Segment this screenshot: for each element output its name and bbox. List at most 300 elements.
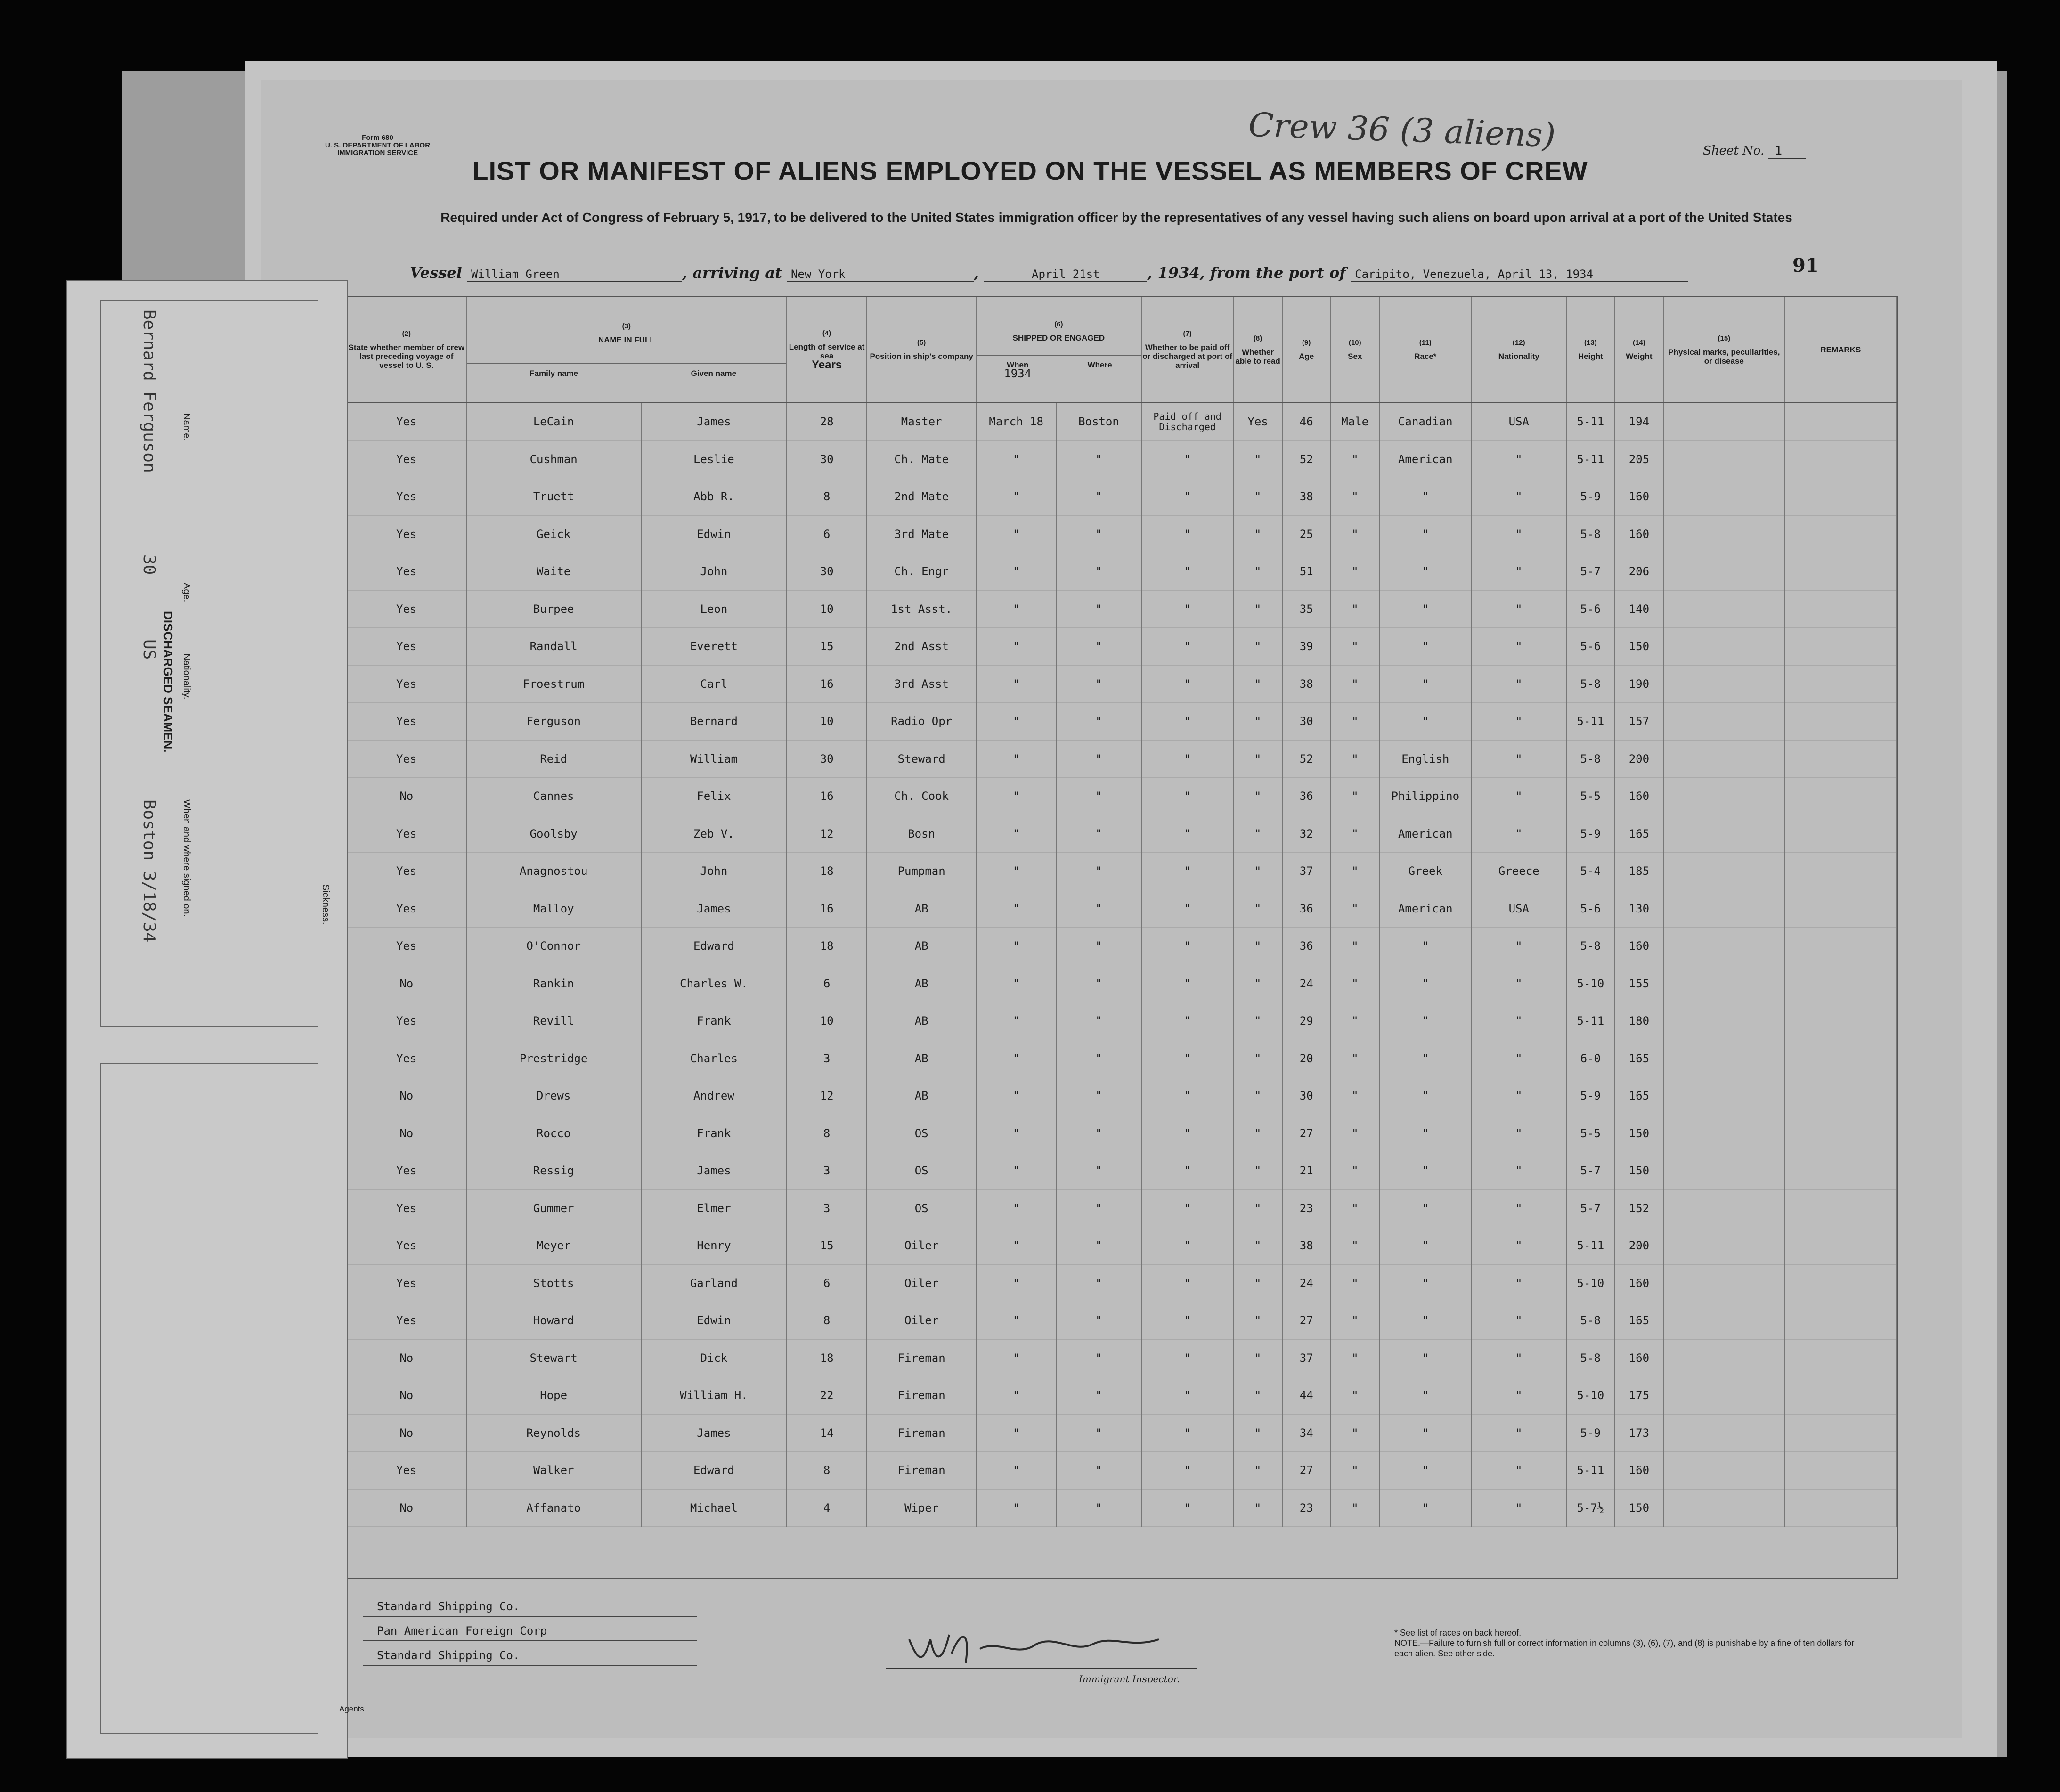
cell-race: "	[1379, 1040, 1472, 1077]
cell-given: Edwin	[641, 515, 787, 553]
cell-years: 30	[787, 740, 867, 778]
cell-age: 32	[1282, 815, 1331, 853]
cell-race: "	[1379, 1339, 1472, 1377]
cell-years: 8	[787, 478, 867, 516]
cell-where: "	[1056, 440, 1141, 478]
cell-height: 5-8	[1566, 928, 1615, 965]
cell-nat: "	[1472, 815, 1566, 853]
cell-given: Michael	[641, 1489, 787, 1527]
cell-position: Fireman	[867, 1452, 976, 1490]
cell-remarks	[1785, 1002, 1897, 1040]
cell-weight: 157	[1615, 703, 1663, 741]
cell-position: Fireman	[867, 1339, 976, 1377]
cell-height: 6-0	[1566, 1040, 1615, 1077]
cell-nat: "	[1472, 1414, 1566, 1452]
cell-family: O'Connor	[466, 928, 641, 965]
cell-remarks	[1785, 928, 1897, 965]
cell-family: Stewart	[466, 1339, 641, 1377]
cell-read: "	[1234, 1414, 1282, 1452]
cell-when: "	[976, 853, 1056, 890]
cell-paid: "	[1141, 1189, 1234, 1227]
cell-read: "	[1234, 815, 1282, 853]
table-row	[347, 403, 1897, 440]
col-weight: (14) Weight	[1615, 297, 1663, 403]
cell-race: "	[1379, 515, 1472, 553]
cell-age: 38	[1282, 478, 1331, 516]
cell-sex: "	[1331, 740, 1379, 778]
cell-when: "	[976, 1302, 1056, 1340]
cell-weight: 165	[1615, 815, 1663, 853]
cell-position: Oiler	[867, 1227, 976, 1265]
cell-sex: "	[1331, 1115, 1379, 1152]
cell-given: Frank	[641, 1115, 787, 1152]
cell-height: 5-7	[1566, 553, 1615, 591]
cell-weight: 160	[1615, 1452, 1663, 1490]
cell-when: "	[976, 1339, 1056, 1377]
cell-race: "	[1379, 928, 1472, 965]
cell-remarks	[1785, 1040, 1897, 1077]
cell-marks	[1663, 1002, 1785, 1040]
cell-paid: "	[1141, 1377, 1234, 1415]
cell-remarks	[1785, 778, 1897, 815]
cell-paid: "	[1141, 1115, 1234, 1152]
cell-weight: 140	[1615, 590, 1663, 628]
cell-prev: Yes	[347, 815, 466, 853]
cell-race: "	[1379, 1115, 1472, 1152]
cell-position: Master	[867, 403, 976, 440]
col-name: (3) NAME IN FULL Family name Given name	[466, 297, 787, 403]
cell-height: 5-6	[1566, 890, 1615, 928]
cell-years: 15	[787, 628, 867, 666]
cell-remarks	[1785, 1339, 1897, 1377]
cell-weight: 194	[1615, 403, 1663, 440]
cell-family: LeCain	[466, 403, 641, 440]
cell-height: 5-11	[1566, 403, 1615, 440]
cell-years: 10	[787, 1002, 867, 1040]
cell-position: AB	[867, 1077, 976, 1115]
cell-position: Wiper	[867, 1489, 976, 1527]
cell-family: Revill	[466, 1002, 641, 1040]
cell-read: "	[1234, 1002, 1282, 1040]
cell-age: 27	[1282, 1115, 1331, 1152]
cell-race: English	[1379, 740, 1472, 778]
cell-years: 16	[787, 665, 867, 703]
flap-entry-age: 30	[139, 554, 159, 575]
cell-read: "	[1234, 1189, 1282, 1227]
discharged-seamen-flap	[66, 280, 348, 1759]
cell-prev: Yes	[347, 628, 466, 666]
cell-remarks	[1785, 590, 1897, 628]
cell-where: "	[1056, 1489, 1141, 1527]
crew-table	[347, 297, 1897, 1527]
cell-prev: Yes	[347, 1264, 466, 1302]
table-row	[347, 1377, 1897, 1415]
cell-where: "	[1056, 1040, 1141, 1077]
table-row	[347, 628, 1897, 666]
cell-where: "	[1056, 515, 1141, 553]
cell-when: "	[976, 815, 1056, 853]
cell-position: Fireman	[867, 1414, 976, 1452]
cell-years: 6	[787, 965, 867, 1002]
cell-marks	[1663, 590, 1785, 628]
cell-remarks	[1785, 1077, 1897, 1115]
col-family-name: Family name	[529, 368, 578, 378]
cell-given: Edward	[641, 928, 787, 965]
cell-marks	[1663, 553, 1785, 591]
cell-sex: "	[1331, 1302, 1379, 1340]
cell-years: 6	[787, 1264, 867, 1302]
cell-nat: "	[1472, 478, 1566, 516]
cell-age: 36	[1282, 778, 1331, 815]
cell-when: "	[976, 778, 1056, 815]
cell-sex: "	[1331, 1264, 1379, 1302]
cell-marks	[1663, 1489, 1785, 1527]
cell-read: "	[1234, 515, 1282, 553]
cell-given: Edwin	[641, 1302, 787, 1340]
cell-marks	[1663, 1377, 1785, 1415]
cell-remarks	[1785, 628, 1897, 666]
cell-prev: Yes	[347, 740, 466, 778]
cell-read: "	[1234, 740, 1282, 778]
agent-line-1: Standard Shipping Co.	[363, 1597, 697, 1617]
footnote-note: NOTE.—Failure to furnish full or correct information in columns (3), (6), (7), and (8) is punishable by a fine of ten dollars for each alien. See other side.	[1394, 1638, 1855, 1658]
table-row	[347, 1489, 1897, 1527]
cell-given: Charles	[641, 1040, 787, 1077]
cell-given: William H.	[641, 1377, 787, 1415]
cell-remarks	[1785, 478, 1897, 516]
col-read: (8) Whether able to read	[1234, 297, 1282, 403]
from-label: from the port of	[1210, 264, 1346, 282]
cell-race: "	[1379, 1002, 1472, 1040]
cell-age: 23	[1282, 1189, 1331, 1227]
cell-marks	[1663, 853, 1785, 890]
cell-position: 2nd Mate	[867, 478, 976, 516]
cell-height: 5-6	[1566, 628, 1615, 666]
cell-weight: 160	[1615, 515, 1663, 553]
cell-race: "	[1379, 1302, 1472, 1340]
cell-marks	[1663, 1227, 1785, 1265]
crew-rows	[347, 403, 1897, 1527]
cell-read: "	[1234, 1227, 1282, 1265]
flap-age-label: Age.	[181, 583, 192, 603]
cell-when: "	[976, 890, 1056, 928]
cell-height: 5-11	[1566, 440, 1615, 478]
cell-age: 30	[1282, 703, 1331, 741]
arriving-label: arriving at	[692, 264, 782, 282]
cell-position: 1st Asst.	[867, 590, 976, 628]
cell-nat: "	[1472, 1077, 1566, 1115]
cell-marks	[1663, 1339, 1785, 1377]
cell-read: "	[1234, 590, 1282, 628]
cell-position: AB	[867, 965, 976, 1002]
cell-read: "	[1234, 1152, 1282, 1190]
cell-age: 27	[1282, 1452, 1331, 1490]
table-row	[347, 740, 1897, 778]
cell-when: "	[976, 478, 1056, 516]
cell-nat: "	[1472, 440, 1566, 478]
table-row	[347, 440, 1897, 478]
cell-race: "	[1379, 590, 1472, 628]
cell-marks	[1663, 1264, 1785, 1302]
cell-nat: "	[1472, 1264, 1566, 1302]
cell-prev: No	[347, 1077, 466, 1115]
cell-age: 35	[1282, 590, 1331, 628]
cell-sex: "	[1331, 1339, 1379, 1377]
cell-where: "	[1056, 890, 1141, 928]
cell-marks	[1663, 703, 1785, 741]
cell-weight: 165	[1615, 1302, 1663, 1340]
cell-age: 44	[1282, 1377, 1331, 1415]
cell-race: "	[1379, 1489, 1472, 1527]
table-row	[347, 478, 1897, 516]
cell-sex: "	[1331, 1152, 1379, 1190]
cell-when: "	[976, 1377, 1056, 1415]
cell-family: Froestrum	[466, 665, 641, 703]
cell-remarks	[1785, 403, 1897, 440]
cell-nat: "	[1472, 1040, 1566, 1077]
cell-weight: 190	[1615, 665, 1663, 703]
cell-where: "	[1056, 965, 1141, 1002]
cell-family: Ferguson	[466, 703, 641, 741]
cell-paid: Paid off and Discharged	[1141, 403, 1234, 440]
cell-nat: "	[1472, 1227, 1566, 1265]
cell-given: Carl	[641, 665, 787, 703]
cell-remarks	[1785, 740, 1897, 778]
cell-given: Garland	[641, 1264, 787, 1302]
cell-remarks	[1785, 853, 1897, 890]
cell-prev: Yes	[347, 665, 466, 703]
cell-paid: "	[1141, 703, 1234, 741]
cell-sex: "	[1331, 890, 1379, 928]
cell-family: Truett	[466, 478, 641, 516]
cell-marks	[1663, 1414, 1785, 1452]
cell-where: "	[1056, 553, 1141, 591]
cell-paid: "	[1141, 965, 1234, 1002]
cell-position: AB	[867, 1040, 976, 1077]
cell-read: "	[1234, 665, 1282, 703]
cell-age: 24	[1282, 1264, 1331, 1302]
col-sex: (10) Sex	[1331, 297, 1379, 403]
cell-when: "	[976, 553, 1056, 591]
cell-height: 5-9	[1566, 815, 1615, 853]
cell-sex: "	[1331, 928, 1379, 965]
cell-sex: "	[1331, 1040, 1379, 1077]
cell-prev: Yes	[347, 1152, 466, 1190]
cell-race: American	[1379, 440, 1472, 478]
flap-name-label: Name.	[181, 413, 192, 441]
cell-nat: Greece	[1472, 853, 1566, 890]
cell-race: "	[1379, 478, 1472, 516]
cell-when: "	[976, 1115, 1056, 1152]
cell-marks	[1663, 515, 1785, 553]
cell-prev: Yes	[347, 1302, 466, 1340]
cell-family: Hope	[466, 1377, 641, 1415]
cell-prev: Yes	[347, 1189, 466, 1227]
cell-age: 51	[1282, 553, 1331, 591]
cell-remarks	[1785, 1377, 1897, 1415]
col-prev-voyage: (2) State whether member of crew last preceding voyage of vessel to U. S.	[347, 297, 466, 403]
cell-position: Fireman	[867, 1377, 976, 1415]
cell-nat: "	[1472, 1489, 1566, 1527]
table-row	[347, 1339, 1897, 1377]
cell-when: "	[976, 1414, 1056, 1452]
cell-age: 39	[1282, 628, 1331, 666]
cell-race: "	[1379, 1189, 1472, 1227]
cell-position: OS	[867, 1152, 976, 1190]
cell-race: Philippino	[1379, 778, 1472, 815]
cell-nat: "	[1472, 1339, 1566, 1377]
cell-where: "	[1056, 1002, 1141, 1040]
flap-panel-top	[100, 300, 318, 1027]
cell-prev: No	[347, 1414, 466, 1452]
cell-where: "	[1056, 778, 1141, 815]
cell-paid: "	[1141, 1264, 1234, 1302]
cell-sex: Male	[1331, 403, 1379, 440]
flap-entry-name: Bernard Ferguson	[139, 310, 159, 473]
cell-age: 36	[1282, 890, 1331, 928]
cell-where: "	[1056, 1302, 1141, 1340]
cell-when: "	[976, 1040, 1056, 1077]
agent-line-3: Standard Shipping Co.	[363, 1646, 697, 1666]
cell-race: "	[1379, 1264, 1472, 1302]
agents-block	[363, 1597, 697, 1670]
cell-prev: No	[347, 965, 466, 1002]
cell-read: "	[1234, 1115, 1282, 1152]
cell-years: 14	[787, 1414, 867, 1452]
col-physical-marks: (15) Physical marks, peculiarities, or disease	[1663, 297, 1785, 403]
cell-race: "	[1379, 628, 1472, 666]
cell-remarks	[1785, 703, 1897, 741]
cell-age: 52	[1282, 740, 1331, 778]
cell-where: "	[1056, 1339, 1141, 1377]
cell-paid: "	[1141, 1002, 1234, 1040]
vessel-name: William Green	[467, 268, 682, 282]
cell-age: 52	[1282, 440, 1331, 478]
cell-family: Geick	[466, 515, 641, 553]
cell-marks	[1663, 815, 1785, 853]
cell-height: 5-4	[1566, 853, 1615, 890]
cell-height: 5-8	[1566, 740, 1615, 778]
cell-prev: No	[347, 1489, 466, 1527]
sheet-value: 1	[1768, 144, 1806, 159]
cell-nat: "	[1472, 1152, 1566, 1190]
service: IMMIGRATION SERVICE	[337, 149, 418, 157]
cell-nat: "	[1472, 778, 1566, 815]
from-port: Caripito, Venezuela, April 13, 1934	[1351, 268, 1688, 282]
cell-race: American	[1379, 815, 1472, 853]
cell-given: James	[641, 1152, 787, 1190]
cell-marks	[1663, 1152, 1785, 1190]
cell-age: 25	[1282, 515, 1331, 553]
cell-height: 5-5	[1566, 1115, 1615, 1152]
cell-years: 12	[787, 1077, 867, 1115]
cell-paid: "	[1141, 928, 1234, 965]
cell-family: Malloy	[466, 890, 641, 928]
cell-remarks	[1785, 553, 1897, 591]
cell-family: Walker	[466, 1452, 641, 1490]
cell-weight: 180	[1615, 1002, 1663, 1040]
table-row	[347, 853, 1897, 890]
cell-height: 5-8	[1566, 665, 1615, 703]
cell-height: 5-7½	[1566, 1489, 1615, 1527]
cell-prev: Yes	[347, 590, 466, 628]
cell-height: 5-10	[1566, 1264, 1615, 1302]
cell-position: AB	[867, 890, 976, 928]
cell-sex: "	[1331, 1377, 1379, 1415]
cell-when: "	[976, 1002, 1056, 1040]
cell-age: 30	[1282, 1077, 1331, 1115]
cell-prev: No	[347, 1339, 466, 1377]
col-paid-off: (7) Whether to be paid off or discharged at port of arrival	[1141, 297, 1234, 403]
cell-age: 29	[1282, 1002, 1331, 1040]
cell-where: "	[1056, 1152, 1141, 1190]
cell-years: 8	[787, 1452, 867, 1490]
cell-position: OS	[867, 1115, 976, 1152]
cell-weight: 173	[1615, 1414, 1663, 1452]
cell-read: "	[1234, 1377, 1282, 1415]
page-subtitle: Required under Act of Congress of February 5, 1917, to be delivered to the United States immigration officer by the representatives of any vessel having such aliens on board upon arrival at a port of the United States	[440, 210, 1792, 225]
cell-weight: 160	[1615, 478, 1663, 516]
cell-age: 34	[1282, 1414, 1331, 1452]
cell-weight: 185	[1615, 853, 1663, 890]
cell-height: 5-10	[1566, 965, 1615, 1002]
form-header	[325, 134, 430, 157]
cell-remarks	[1785, 890, 1897, 928]
cell-read: "	[1234, 1264, 1282, 1302]
cell-years: 18	[787, 928, 867, 965]
form-number: Form 680	[362, 134, 393, 142]
cell-read: "	[1234, 778, 1282, 815]
cell-position: 2nd Asst	[867, 628, 976, 666]
cell-age: 27	[1282, 1302, 1331, 1340]
cell-given: Elmer	[641, 1189, 787, 1227]
cell-sex: "	[1331, 440, 1379, 478]
cell-race: "	[1379, 1377, 1472, 1415]
cell-paid: "	[1141, 853, 1234, 890]
cell-years: 16	[787, 890, 867, 928]
cell-years: 6	[787, 515, 867, 553]
cell-nat: "	[1472, 590, 1566, 628]
cell-height: 5-7	[1566, 1189, 1615, 1227]
cell-remarks	[1785, 1115, 1897, 1152]
cell-age: 21	[1282, 1152, 1331, 1190]
cell-where: "	[1056, 1227, 1141, 1265]
cell-race: "	[1379, 965, 1472, 1002]
cell-when: "	[976, 740, 1056, 778]
cell-weight: 165	[1615, 1040, 1663, 1077]
cell-paid: "	[1141, 553, 1234, 591]
cell-marks	[1663, 1452, 1785, 1490]
cell-age: 46	[1282, 403, 1331, 440]
vessel-label: Vessel	[410, 264, 462, 282]
crew-table-wrap	[346, 296, 1898, 1579]
cell-family: Goolsby	[466, 815, 641, 853]
cell-sex: "	[1331, 1002, 1379, 1040]
cell-read: "	[1234, 553, 1282, 591]
cell-prev: Yes	[347, 890, 466, 928]
cell-weight: 150	[1615, 1152, 1663, 1190]
cell-weight: 200	[1615, 740, 1663, 778]
cell-given: Dick	[641, 1339, 787, 1377]
cell-paid: "	[1141, 815, 1234, 853]
flap-nationality-label: Nationality.	[181, 653, 192, 700]
cell-marks	[1663, 928, 1785, 965]
cell-paid: "	[1141, 590, 1234, 628]
cell-where: "	[1056, 928, 1141, 965]
table-row	[347, 590, 1897, 628]
cell-nat: USA	[1472, 890, 1566, 928]
cell-position: Bosn	[867, 815, 976, 853]
